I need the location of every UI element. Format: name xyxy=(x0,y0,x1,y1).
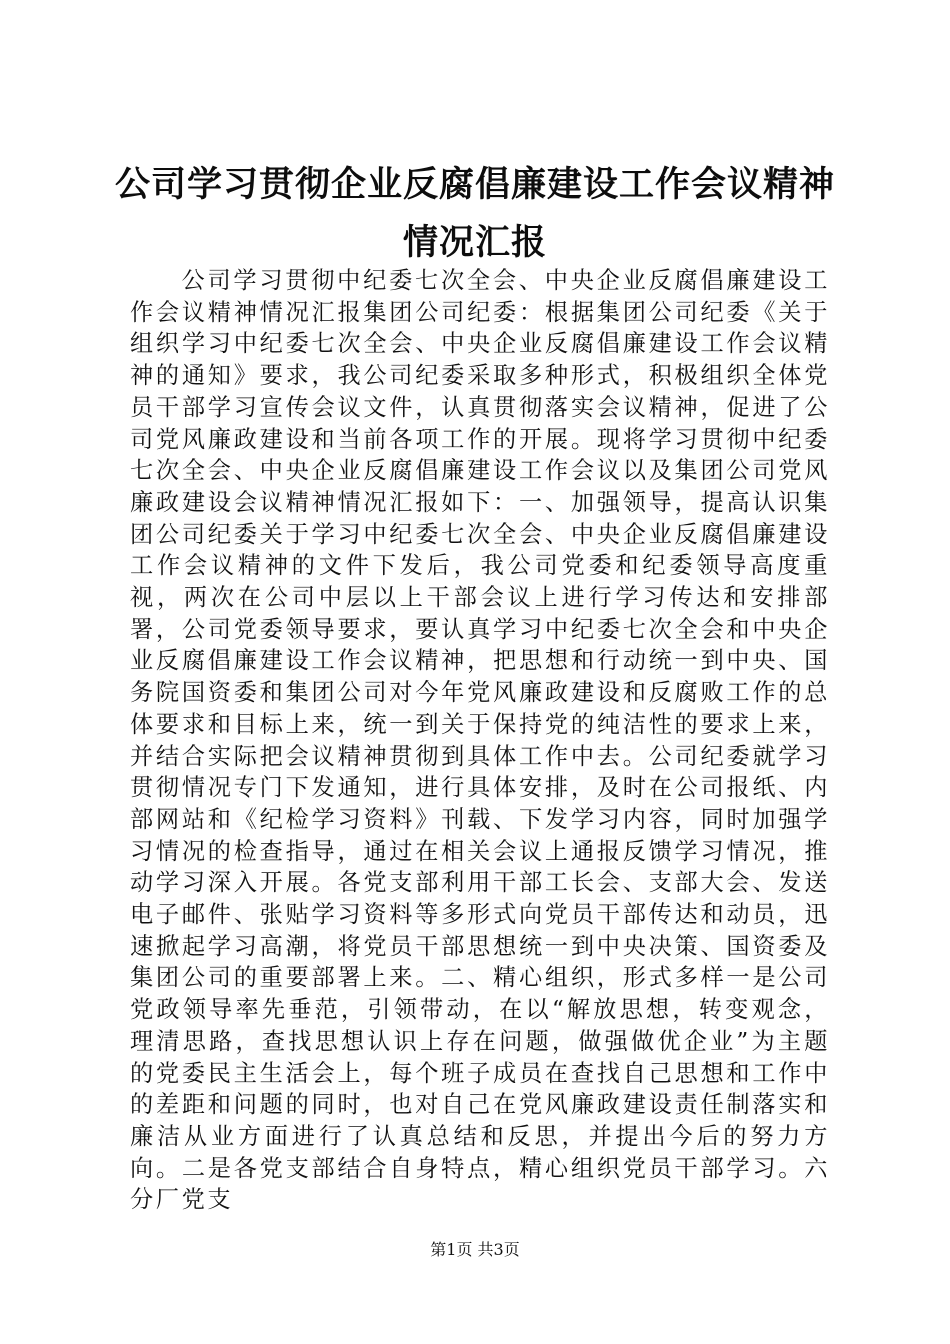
document-title-line-2: 情况汇报 xyxy=(402,222,547,263)
page-footer: 第1页 共3页 xyxy=(430,1240,520,1259)
document-title-line-1: 公司学习贯彻企业反腐倡廉建设工作会议精神 xyxy=(114,164,835,205)
document-body-paragraph: 公司学习贯彻中纪委七次全会、中央企业反腐倡廉建设工作会议精神情况汇报集团公司纪委：根据集团公司纪委《关于组织学习中纪委七次全会、中央企业反腐倡廉建设工作会议精神的通知》要求，我公司纪委采取多种形式，积极组织全体党员干部学习宣传会议文件，认真贯彻落实会议精神，促进了公司党风廉政建设和当前各项工作的开展。现将学习贯彻中纪委七次全会、中央企业反腐倡廉建设工作会议以及集团公司党风廉政建设会议精神情况汇报如下：一、加强领导，提高认识集团公司纪委关于学习中纪委七次全会、中央企业反腐倡廉建设工作会议精神的文件下发后，我公司党委和纪委领导高度重视，两次在公司中层以上干部会议上进行学习传达和安排部署，公司党委领导要求，要认真学习中纪委七次全会和中央企业反腐倡廉建设工作会议精神，把思想和行动统一到中央、国务院国资委和集团公司对今年党风廉政建设和反腐败工作的总体要求和目标上来，统一到关于保持党的纯洁性的要求上来，并结合实际把会议精神贯彻到具体工作中去。公司纪委就学习贯彻情况专门下发通知，进行具体安排，及时在公司报纸、内部网站和《纪检学习资料》刊载、下发学习内容，同时加强学习情况的检查指导，通过在相关会议上通报反馈学习情况，推动学习深入开展。各党支部利用干部工长会、支部大会、发送电子邮件、张贴学习资料等多形式向党员干部传达和动员，迅速掀起学习高潮，将党员干部思想统一到中央决策、国资委及集团公司的重要部署上来。二、精心组织，形式多样一是公司党政领导率先垂范，引领带动，在以“解放思想，转变观念，理清思路，查找思想认识上存在问题，做强做优企业”为主题的党委民主生活会上，每个班子成员在查找自己思想和工作中的差距和问题的同时，也对自己在党风廉政建设责任制落实和廉洁从业方面进行了认真总结和反思，并提出今后的努力方向。二是各党支部结合自身特点，精心组织党员干部学习。六分厂党支 xyxy=(130,267,830,1214)
